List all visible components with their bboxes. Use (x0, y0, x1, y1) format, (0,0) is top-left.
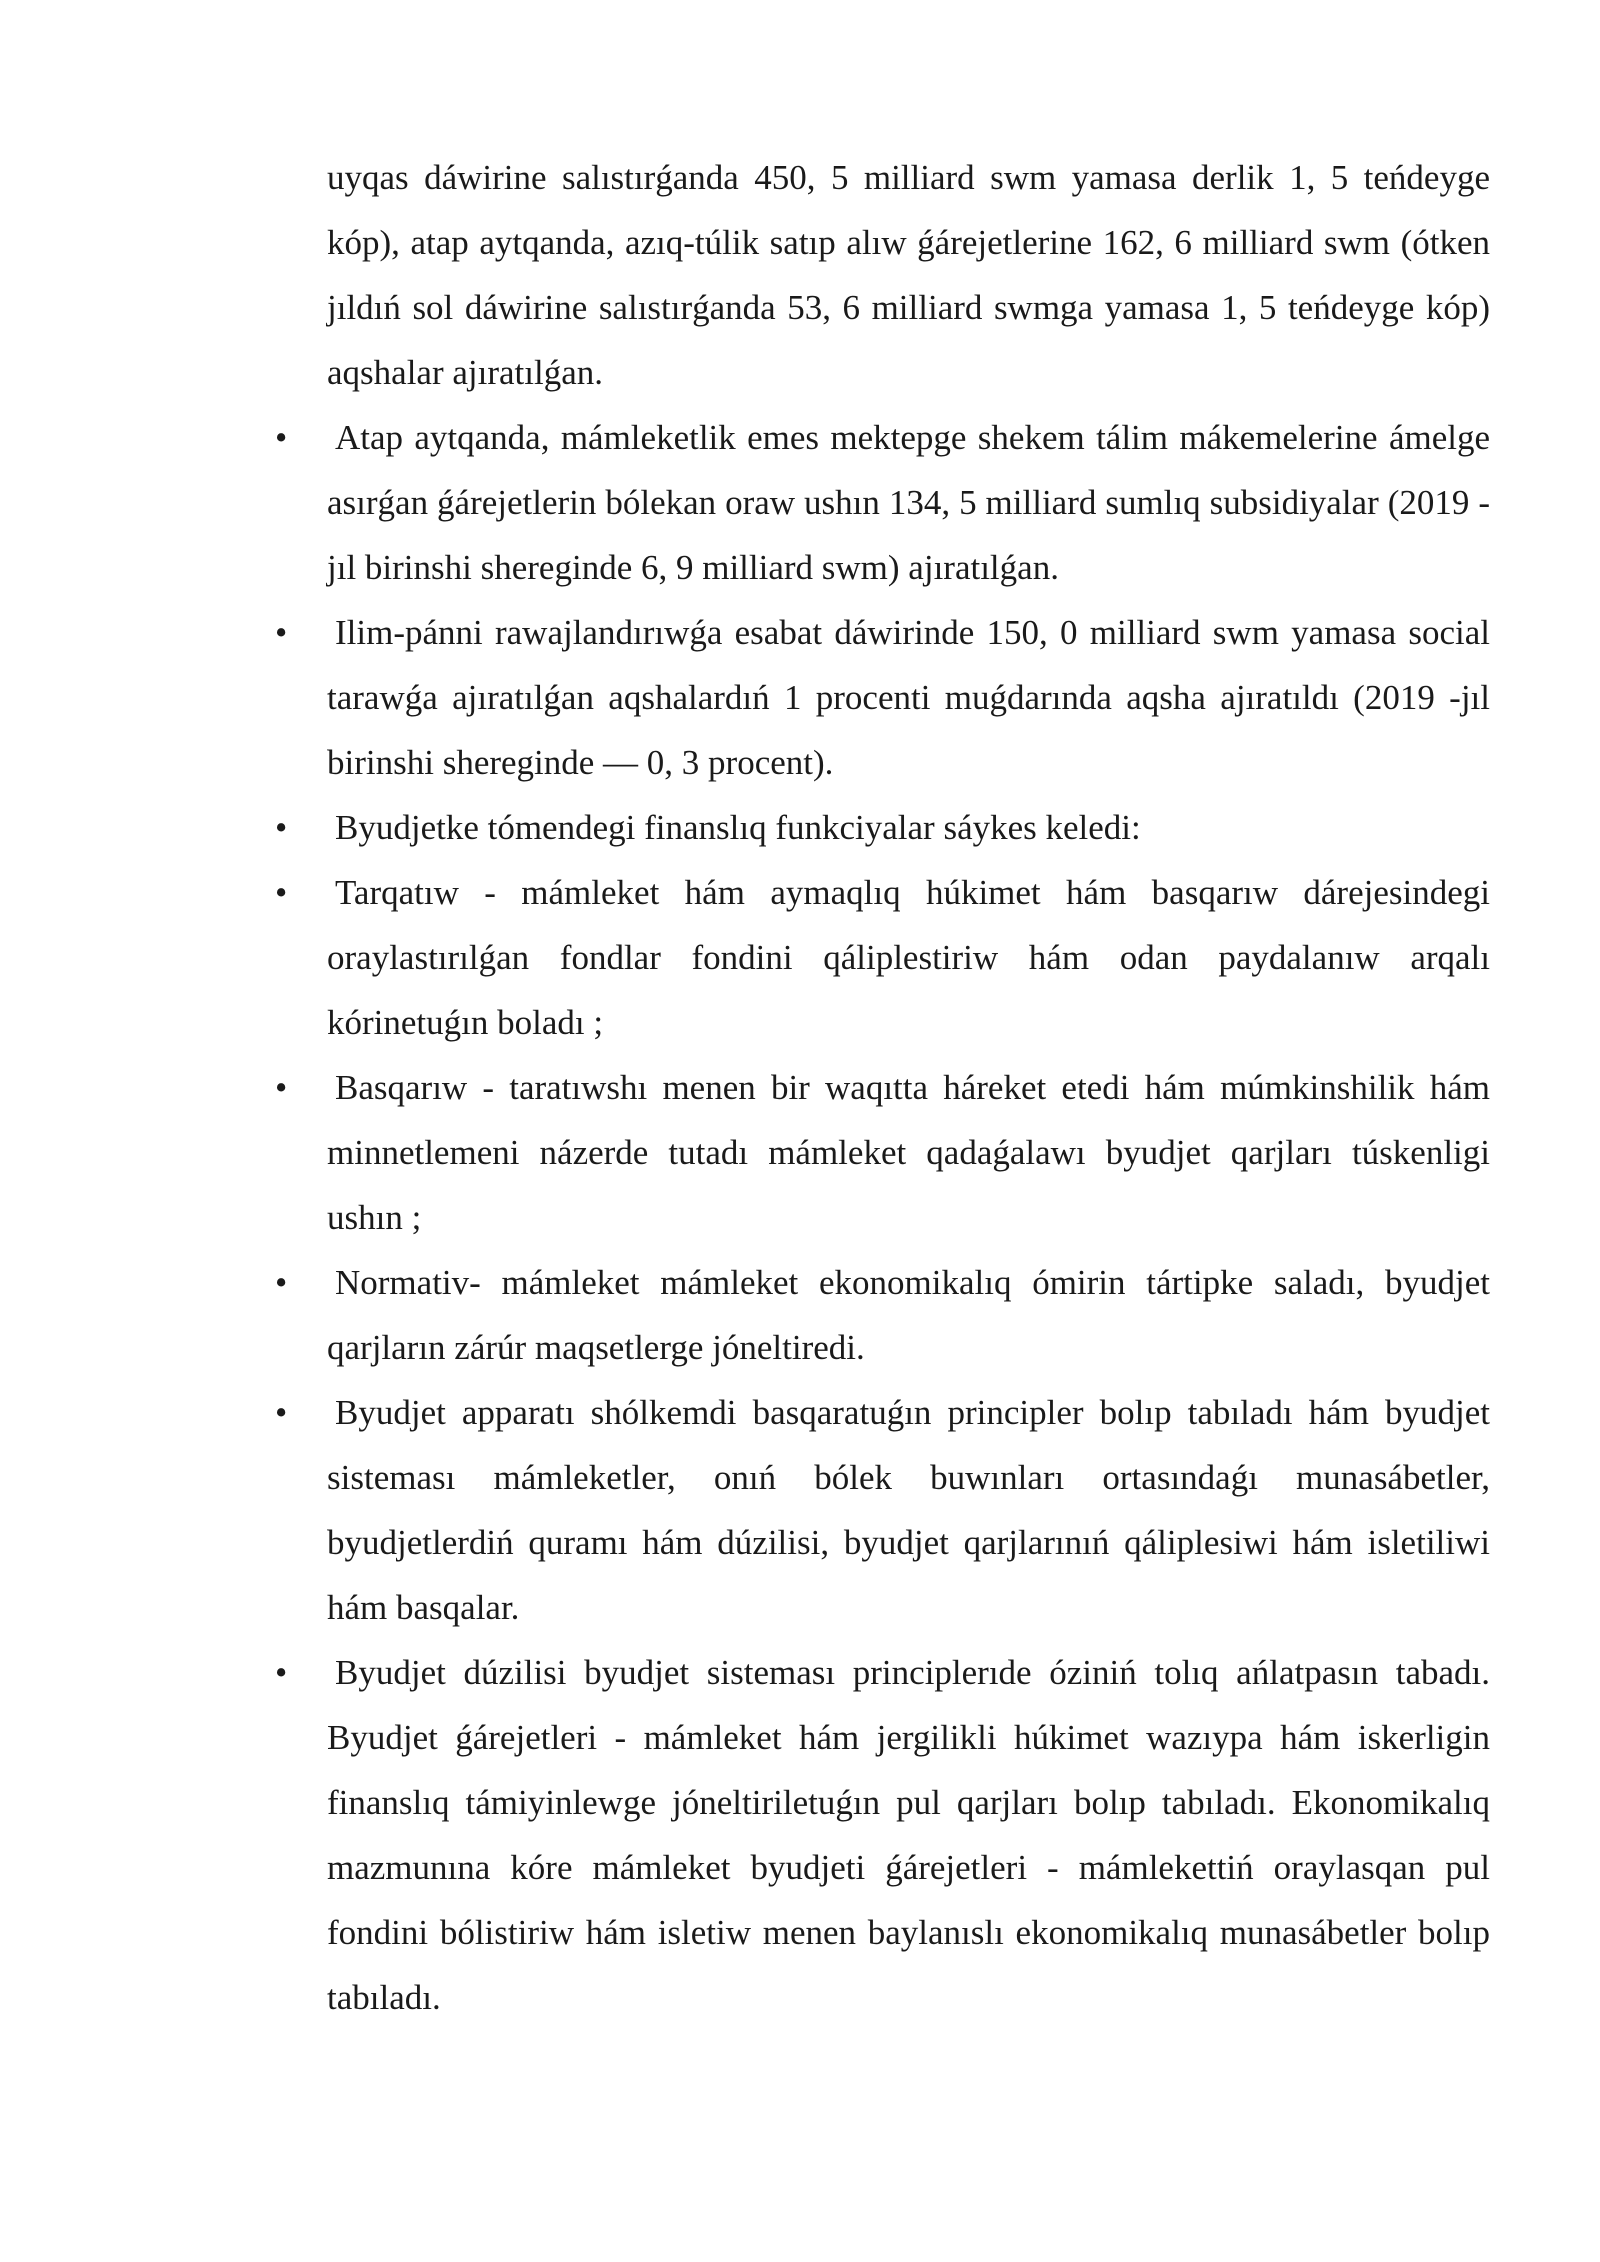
list-item-text: Tarqatıw - mámleket hám aymaqlıq húkimet hám basqarıw dárejesindegi oraylastırılǵan fondlar fondini qáliplestiriw hám odan paydalanıw arqalı kórinetuǵın boladı ; (327, 873, 1490, 1042)
document-body (275, 145, 1490, 2030)
bullet-icon: • (275, 418, 288, 457)
intro-paragraph: uyqas dáwirine salıstırǵanda 450, 5 milliard swm yamasa derlik 1, 5 teńdeyge kóp), atap aytqanda, azıq-túlik satıp alıw ǵárejetlerine 162, 6 milliard swm (ótken jıldıń sol dáwirine salıstırǵanda 53, 6 milliard swmga yamasa 1, 5 teńdeyge kóp) aqshalar ajıratılǵan. (327, 158, 1490, 392)
bullet-list (275, 405, 1490, 2030)
list-item-text: Normativ- mámleket mámleket ekonomikalıq ómirin tártipke saladı, byudjet qarjların zárúr maqsetlerge jóneltiredi. (327, 1263, 1490, 1367)
list-item (275, 405, 1490, 600)
list-item (275, 795, 1490, 860)
list-item (275, 1380, 1490, 1640)
bullet-icon: • (275, 1068, 288, 1107)
list-item (275, 1250, 1490, 1380)
bullet-icon: • (275, 1393, 288, 1432)
list-item (275, 600, 1490, 795)
bullet-icon: • (275, 808, 288, 847)
bullet-icon: • (275, 613, 288, 652)
bullet-icon: • (275, 1263, 288, 1302)
list-item (275, 860, 1490, 1055)
list-item-text: Byudjet dúzilisi byudjet sisteması principlerıde óziniń tolıq ańlatpasın tabadı. Byudjet ǵárejetleri - mámleket hám jergilikli húkimet wazıypa hám iskerligin finanslıq támiyinlewge jóneltiriletuǵın pul qarjları bolıp tabıladı. Ekonomikalıq mazmunına kóre mámleket byudjeti ǵárejetleri - mámlekettiń oraylasqan pul fondini bólistiriw hám isletiw menen baylanıslı ekonomikalıq munasábetler bolıp tabıladı. (327, 1653, 1490, 2017)
bullet-icon: • (275, 1653, 288, 1692)
list-item-text: Byudjet apparatı shólkemdi basqaratuǵın principler bolıp tabıladı hám byudjet sisteması mámleketler, onıń bólek buwınları ortasındaǵı munasábetler, byudjetlerdiń quramı hám dúzilisi, byudjet qarjlarınıń qáliplesiwi hám isletiliwi hám basqalar. (327, 1393, 1490, 1627)
list-item-text: Basqarıw - taratıwshı menen bir waqıtta háreket etedi hám múmkinshilik hám minnetlemeni názerde tutadı mámleket qadaǵalawı byudjet qarjları túskenligi ushın ; (327, 1068, 1490, 1237)
list-item-text: Byudjetke tómendegi finanslıq funkciyalar sáykes keledi: (335, 808, 1141, 847)
list-item-text: Ilim-pánni rawajlandırıwǵa esabat dáwirinde 150, 0 milliard swm yamasa social tarawǵa ajıratılǵan aqshalardıń 1 procenti muǵdarında aqsha ajıratıldı (2019 -jıl birinshi shereginde — 0, 3 procent). (327, 613, 1490, 782)
list-item (275, 1055, 1490, 1250)
list-item (275, 1640, 1490, 2030)
bullet-icon: • (275, 873, 288, 912)
list-item-text: Atap aytqanda, mámleketlik emes mektepge shekem tálim mákemelerine ámelge asırǵan ǵárejetlerin bólekan oraw ushın 134, 5 milliard sumlıq subsidiyalar (2019 -jıl birinshi shereginde 6, 9 milliard swm) ajıratılǵan. (327, 418, 1490, 587)
